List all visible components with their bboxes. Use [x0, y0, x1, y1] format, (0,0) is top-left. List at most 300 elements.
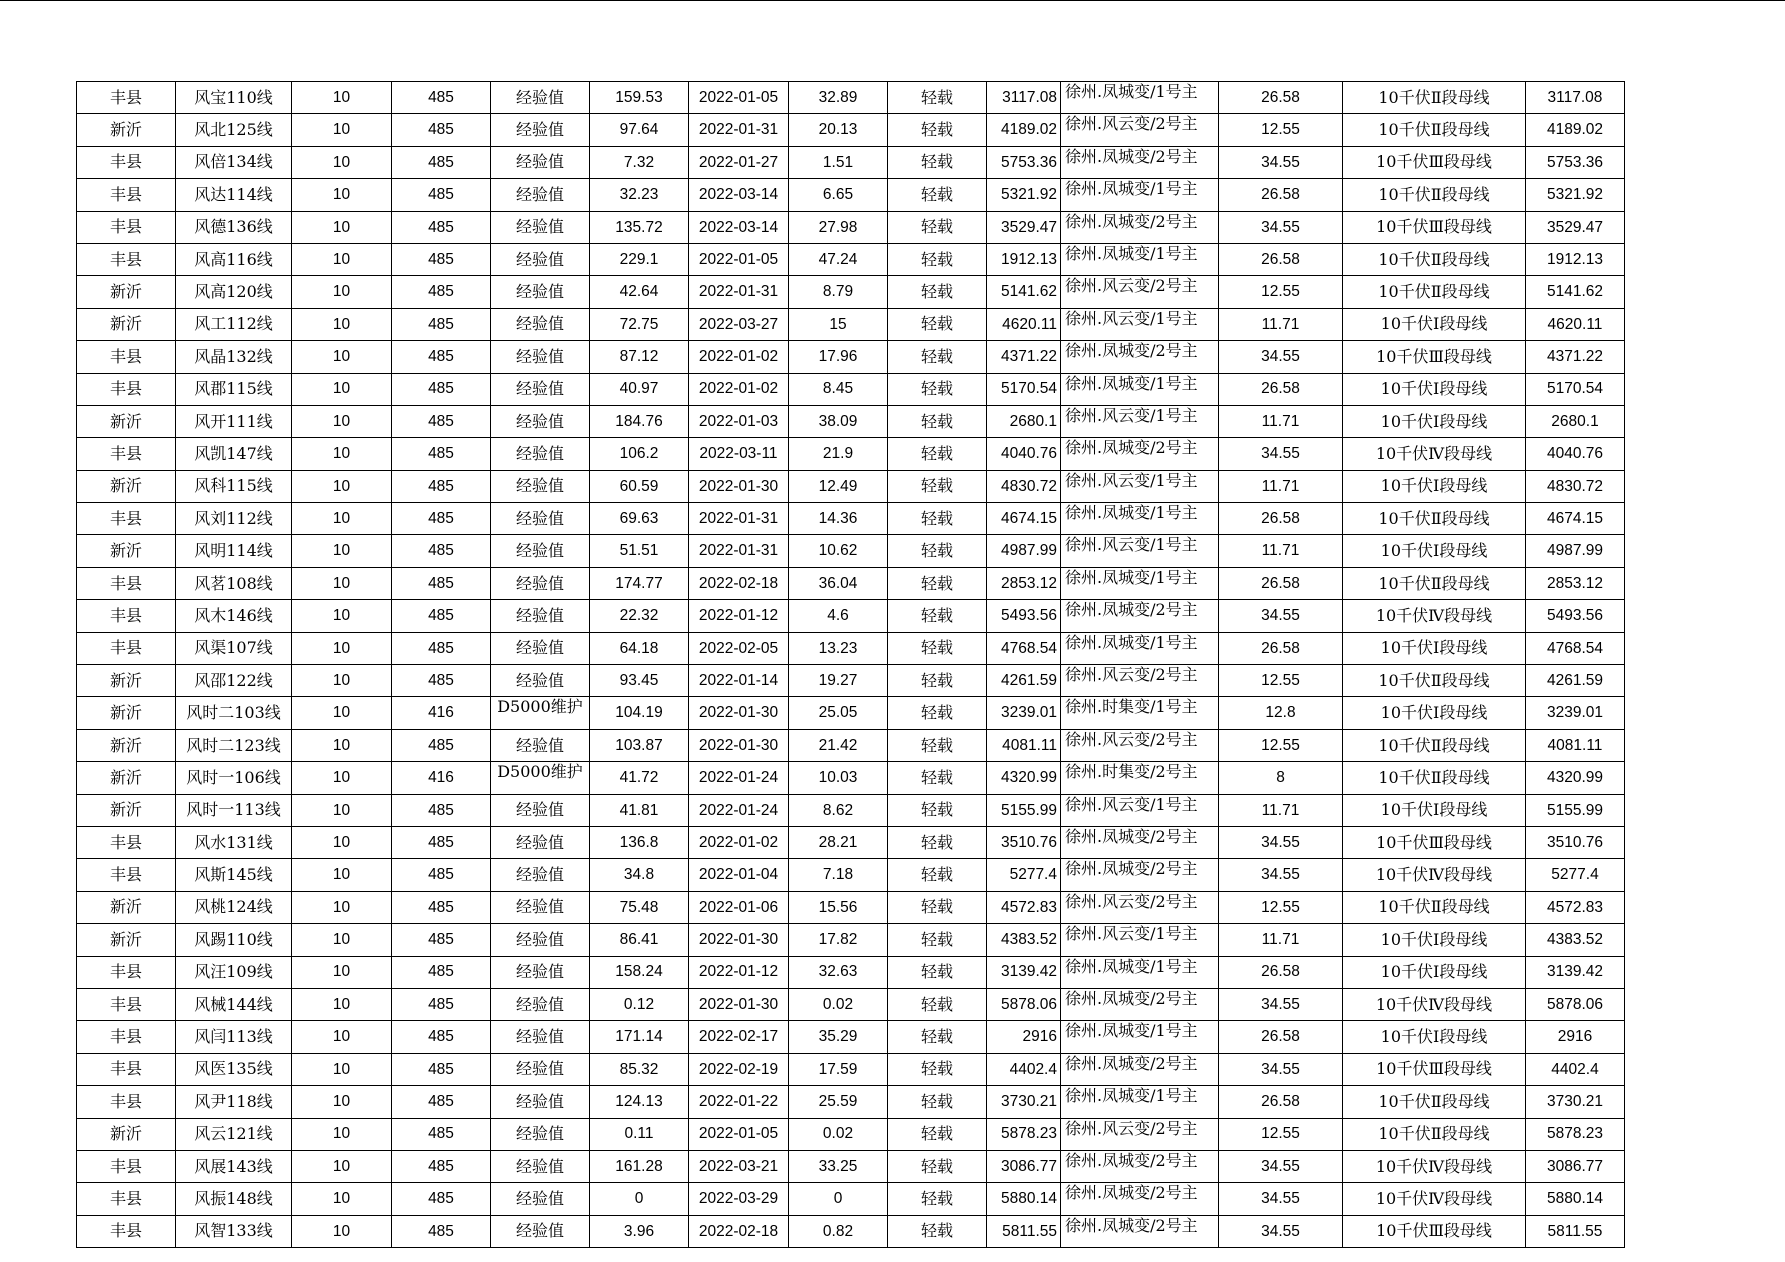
feeder-name-cell: 风高116线: [176, 243, 292, 275]
transformer-rate-cell: 12.55: [1219, 665, 1343, 697]
capacity-cell: 485: [392, 211, 491, 243]
transformer-rate-cell: 11.71: [1219, 924, 1343, 956]
table-row: [77, 826, 1625, 858]
load-rate-cell: 13.23: [789, 632, 888, 664]
county-cell: 丰县: [77, 243, 176, 275]
load-rate-cell: 38.09: [789, 405, 888, 437]
source-cell: 经验值: [491, 665, 590, 697]
transformer-rate-cell: 11.71: [1219, 308, 1343, 340]
transformer-rate-cell: 34.55: [1219, 146, 1343, 178]
load-status-cell: 轻载: [888, 729, 987, 761]
margin-cell: 4371.22: [987, 341, 1061, 373]
margin-cell: 4830.72: [987, 470, 1061, 502]
margin-cell: 5321.92: [987, 179, 1061, 211]
load-value-cell: 124.13: [590, 1086, 689, 1118]
capacity-cell: 485: [392, 794, 491, 826]
load-rate-cell: 10.62: [789, 535, 888, 567]
load-rate-cell: 19.27: [789, 665, 888, 697]
table-row: [77, 243, 1625, 275]
voltage-cell: 10: [292, 891, 392, 923]
source-cell: 经验值: [491, 859, 590, 891]
voltage-cell: 10: [292, 1118, 392, 1150]
margin-cell: 4768.54: [987, 632, 1061, 664]
feeder-name-cell: 风时一113线: [176, 794, 292, 826]
voltage-cell: 10: [292, 988, 392, 1020]
table-row: [77, 988, 1625, 1020]
county-cell: 新沂: [77, 762, 176, 794]
voltage-cell: 10: [292, 82, 392, 114]
margin-cell: 3117.08: [987, 82, 1061, 114]
source-cell: 经验值: [491, 1021, 590, 1053]
transformer-rate-cell: 26.58: [1219, 179, 1343, 211]
busbar-cell: 10千伏Ⅱ段母线: [1343, 114, 1526, 146]
table-row: [77, 697, 1625, 729]
capacity-cell: 485: [392, 567, 491, 599]
transformer-cell: 徐州.凤城变/2号主: [1061, 859, 1219, 891]
county-cell: 新沂: [77, 665, 176, 697]
capacity-cell: 485: [392, 1021, 491, 1053]
margin-cell: 4383.52: [987, 924, 1061, 956]
date-cell: 2022-01-31: [689, 114, 789, 146]
county-cell: 新沂: [77, 276, 176, 308]
voltage-cell: 10: [292, 503, 392, 535]
transformer-rate-cell: 26.58: [1219, 1086, 1343, 1118]
load-status-cell: 轻载: [888, 988, 987, 1020]
available-cell: 5277.4: [1526, 859, 1625, 891]
voltage-cell: 10: [292, 179, 392, 211]
load-value-cell: 42.64: [590, 276, 689, 308]
transformer-rate-cell: 26.58: [1219, 567, 1343, 599]
transformer-cell: 徐州.风云变/2号主: [1061, 1118, 1219, 1150]
feeder-name-cell: 风智133线: [176, 1215, 292, 1247]
capacity-cell: 485: [392, 243, 491, 275]
load-rate-cell: 10.03: [789, 762, 888, 794]
transformer-rate-cell: 8: [1219, 762, 1343, 794]
source-cell: 经验值: [491, 82, 590, 114]
transformer-rate-cell: 26.58: [1219, 1021, 1343, 1053]
transformer-rate-cell: 26.58: [1219, 82, 1343, 114]
load-rate-cell: 8.62: [789, 794, 888, 826]
available-cell: 4674.15: [1526, 503, 1625, 535]
source-cell: 经验值: [491, 503, 590, 535]
available-cell: 4572.83: [1526, 891, 1625, 923]
transformer-cell: 徐州.风云变/2号主: [1061, 276, 1219, 308]
date-cell: 2022-01-31: [689, 503, 789, 535]
busbar-cell: 10千伏Ⅱ段母线: [1343, 179, 1526, 211]
transformer-rate-cell: 11.71: [1219, 470, 1343, 502]
load-value-cell: 229.1: [590, 243, 689, 275]
table-row: [77, 729, 1625, 761]
feeder-name-cell: 风展143线: [176, 1150, 292, 1182]
transformer-cell: 徐州.风云变/2号主: [1061, 729, 1219, 761]
source-cell: 经验值: [491, 1118, 590, 1150]
available-cell: 5141.62: [1526, 276, 1625, 308]
load-rate-cell: 4.6: [789, 600, 888, 632]
voltage-cell: 10: [292, 276, 392, 308]
capacity-cell: 485: [392, 405, 491, 437]
transformer-cell: 徐州.凤城变/1号主: [1061, 567, 1219, 599]
capacity-cell: 485: [392, 373, 491, 405]
county-cell: 丰县: [77, 341, 176, 373]
load-value-cell: 41.81: [590, 794, 689, 826]
load-status-cell: 轻载: [888, 697, 987, 729]
transformer-cell: 徐州.凤城变/1号主: [1061, 1086, 1219, 1118]
available-cell: 4040.76: [1526, 438, 1625, 470]
date-cell: 2022-03-14: [689, 179, 789, 211]
load-rate-cell: 6.65: [789, 179, 888, 211]
voltage-cell: 10: [292, 535, 392, 567]
load-status-cell: 轻载: [888, 82, 987, 114]
transformer-cell: 徐州.凤城变/2号主: [1061, 600, 1219, 632]
available-cell: 4620.11: [1526, 308, 1625, 340]
source-cell: 经验值: [491, 308, 590, 340]
load-value-cell: 22.32: [590, 600, 689, 632]
load-value-cell: 85.32: [590, 1053, 689, 1085]
margin-cell: 2853.12: [987, 567, 1061, 599]
date-cell: 2022-01-30: [689, 470, 789, 502]
margin-cell: 3086.77: [987, 1150, 1061, 1182]
feeder-name-cell: 风斯145线: [176, 859, 292, 891]
load-rate-cell: 15: [789, 308, 888, 340]
transformer-rate-cell: 34.55: [1219, 211, 1343, 243]
county-cell: 新沂: [77, 114, 176, 146]
busbar-cell: 10千伏Ⅱ段母线: [1343, 503, 1526, 535]
load-status-cell: 轻载: [888, 405, 987, 437]
voltage-cell: 10: [292, 1021, 392, 1053]
table-row: [77, 405, 1625, 437]
source-cell: 经验值: [491, 567, 590, 599]
available-cell: 2853.12: [1526, 567, 1625, 599]
table-row: [77, 1053, 1625, 1085]
available-cell: 4189.02: [1526, 114, 1625, 146]
load-rate-cell: 14.36: [789, 503, 888, 535]
source-cell: 经验值: [491, 1086, 590, 1118]
load-status-cell: 轻载: [888, 794, 987, 826]
margin-cell: 3139.42: [987, 956, 1061, 988]
source-cell: 经验值: [491, 373, 590, 405]
voltage-cell: 10: [292, 665, 392, 697]
county-cell: 丰县: [77, 632, 176, 664]
load-rate-cell: 20.13: [789, 114, 888, 146]
date-cell: 2022-02-05: [689, 632, 789, 664]
date-cell: 2022-01-24: [689, 794, 789, 826]
available-cell: 1912.13: [1526, 243, 1625, 275]
county-cell: 丰县: [77, 600, 176, 632]
busbar-cell: 10千伏Ⅳ段母线: [1343, 988, 1526, 1020]
capacity-cell: 485: [392, 1053, 491, 1085]
transformer-rate-cell: 26.58: [1219, 373, 1343, 405]
margin-cell: 1912.13: [987, 243, 1061, 275]
transformer-rate-cell: 34.55: [1219, 1215, 1343, 1247]
source-cell: 经验值: [491, 1215, 590, 1247]
load-value-cell: 3.96: [590, 1215, 689, 1247]
source-cell: 经验值: [491, 632, 590, 664]
load-status-cell: 轻载: [888, 826, 987, 858]
busbar-cell: 10千伏Ⅱ段母线: [1343, 243, 1526, 275]
busbar-cell: 10千伏Ⅳ段母线: [1343, 438, 1526, 470]
load-rate-cell: 47.24: [789, 243, 888, 275]
transformer-rate-cell: 34.55: [1219, 600, 1343, 632]
voltage-cell: 10: [292, 1053, 392, 1085]
county-cell: 丰县: [77, 988, 176, 1020]
page-top-rule: [0, 0, 1785, 1]
load-value-cell: 158.24: [590, 956, 689, 988]
margin-cell: 4320.99: [987, 762, 1061, 794]
capacity-cell: 485: [392, 859, 491, 891]
available-cell: 4081.11: [1526, 729, 1625, 761]
load-rate-cell: 0.02: [789, 988, 888, 1020]
available-cell: 2916: [1526, 1021, 1625, 1053]
table-row: [77, 146, 1625, 178]
voltage-cell: 10: [292, 405, 392, 437]
voltage-cell: 10: [292, 341, 392, 373]
load-value-cell: 106.2: [590, 438, 689, 470]
transformer-cell: 徐州.凤城变/2号主: [1061, 146, 1219, 178]
date-cell: 2022-01-02: [689, 373, 789, 405]
margin-cell: 3529.47: [987, 211, 1061, 243]
available-cell: 4830.72: [1526, 470, 1625, 502]
load-status-cell: 轻载: [888, 535, 987, 567]
available-cell: 3139.42: [1526, 956, 1625, 988]
load-status-cell: 轻载: [888, 1118, 987, 1150]
available-cell: 3239.01: [1526, 697, 1625, 729]
voltage-cell: 10: [292, 438, 392, 470]
county-cell: 丰县: [77, 1183, 176, 1215]
transformer-cell: 徐州.凤城变/2号主: [1061, 988, 1219, 1020]
feeder-name-cell: 风云121线: [176, 1118, 292, 1150]
load-value-cell: 87.12: [590, 341, 689, 373]
county-cell: 新沂: [77, 794, 176, 826]
table-row: [77, 567, 1625, 599]
feeder-name-cell: 风开111线: [176, 405, 292, 437]
date-cell: 2022-02-17: [689, 1021, 789, 1053]
busbar-cell: 10千伏Ⅳ段母线: [1343, 600, 1526, 632]
table-row: [77, 1021, 1625, 1053]
busbar-cell: 10千伏Ⅰ段母线: [1343, 535, 1526, 567]
load-value-cell: 136.8: [590, 826, 689, 858]
margin-cell: 2680.1: [987, 405, 1061, 437]
table-row: [77, 859, 1625, 891]
source-cell: 经验值: [491, 988, 590, 1020]
feeder-name-cell: 风振148线: [176, 1183, 292, 1215]
load-rate-cell: 32.63: [789, 956, 888, 988]
load-status-cell: 轻载: [888, 1053, 987, 1085]
source-cell: 经验值: [491, 826, 590, 858]
busbar-cell: 10千伏Ⅲ段母线: [1343, 826, 1526, 858]
table-row: [77, 114, 1625, 146]
voltage-cell: 10: [292, 1086, 392, 1118]
load-status-cell: 轻载: [888, 470, 987, 502]
voltage-cell: 10: [292, 1215, 392, 1247]
load-value-cell: 161.28: [590, 1150, 689, 1182]
load-rate-cell: 27.98: [789, 211, 888, 243]
feeder-name-cell: 风德136线: [176, 211, 292, 243]
voltage-cell: 10: [292, 1150, 392, 1182]
available-cell: 3529.47: [1526, 211, 1625, 243]
voltage-cell: 10: [292, 762, 392, 794]
voltage-cell: 10: [292, 697, 392, 729]
capacity-cell: 485: [392, 438, 491, 470]
date-cell: 2022-01-14: [689, 665, 789, 697]
load-status-cell: 轻载: [888, 956, 987, 988]
load-rate-cell: 35.29: [789, 1021, 888, 1053]
transformer-rate-cell: 11.71: [1219, 794, 1343, 826]
load-status-cell: 轻载: [888, 665, 987, 697]
county-cell: 新沂: [77, 308, 176, 340]
date-cell: 2022-03-29: [689, 1183, 789, 1215]
available-cell: 4383.52: [1526, 924, 1625, 956]
capacity-cell: 485: [392, 826, 491, 858]
table-row: [77, 470, 1625, 502]
busbar-cell: 10千伏Ⅰ段母线: [1343, 924, 1526, 956]
voltage-cell: 10: [292, 243, 392, 275]
date-cell: 2022-01-12: [689, 600, 789, 632]
busbar-cell: 10千伏Ⅰ段母线: [1343, 373, 1526, 405]
date-cell: 2022-01-12: [689, 956, 789, 988]
load-rate-cell: 21.42: [789, 729, 888, 761]
busbar-cell: 10千伏Ⅱ段母线: [1343, 891, 1526, 923]
transformer-cell: 徐州.凤城变/1号主: [1061, 956, 1219, 988]
busbar-cell: 10千伏Ⅱ段母线: [1343, 665, 1526, 697]
busbar-cell: 10千伏Ⅲ段母线: [1343, 341, 1526, 373]
busbar-cell: 10千伏Ⅱ段母线: [1343, 1118, 1526, 1150]
date-cell: 2022-01-27: [689, 146, 789, 178]
load-value-cell: 103.87: [590, 729, 689, 761]
county-cell: 新沂: [77, 729, 176, 761]
date-cell: 2022-01-02: [689, 341, 789, 373]
feeder-name-cell: 风械144线: [176, 988, 292, 1020]
date-cell: 2022-03-14: [689, 211, 789, 243]
capacity-cell: 485: [392, 1215, 491, 1247]
busbar-cell: 10千伏Ⅳ段母线: [1343, 1183, 1526, 1215]
source-cell: 经验值: [491, 179, 590, 211]
feeder-name-cell: 风宝110线: [176, 82, 292, 114]
capacity-cell: 485: [392, 600, 491, 632]
feeder-name-cell: 风达114线: [176, 179, 292, 211]
source-cell: 经验值: [491, 891, 590, 923]
load-value-cell: 171.14: [590, 1021, 689, 1053]
source-cell: 经验值: [491, 114, 590, 146]
source-cell: 经验值: [491, 405, 590, 437]
transformer-rate-cell: 26.58: [1219, 956, 1343, 988]
margin-cell: 4081.11: [987, 729, 1061, 761]
busbar-cell: 10千伏Ⅰ段母线: [1343, 632, 1526, 664]
source-cell: 经验值: [491, 341, 590, 373]
margin-cell: 4572.83: [987, 891, 1061, 923]
county-cell: 新沂: [77, 891, 176, 923]
county-cell: 丰县: [77, 146, 176, 178]
feeder-name-cell: 风时二103线: [176, 697, 292, 729]
load-status-cell: 轻载: [888, 114, 987, 146]
busbar-cell: 10千伏Ⅲ段母线: [1343, 211, 1526, 243]
available-cell: 2680.1: [1526, 405, 1625, 437]
voltage-cell: 10: [292, 567, 392, 599]
date-cell: 2022-01-30: [689, 697, 789, 729]
feeder-name-cell: 风桃124线: [176, 891, 292, 923]
load-status-cell: 轻载: [888, 243, 987, 275]
load-rate-cell: 21.9: [789, 438, 888, 470]
table-row: [77, 438, 1625, 470]
transformer-cell: 徐州.风云变/2号主: [1061, 114, 1219, 146]
busbar-cell: 10千伏Ⅲ段母线: [1343, 1053, 1526, 1085]
transformer-cell: 徐州.风云变/2号主: [1061, 665, 1219, 697]
available-cell: 4768.54: [1526, 632, 1625, 664]
margin-cell: 4620.11: [987, 308, 1061, 340]
date-cell: 2022-01-05: [689, 1118, 789, 1150]
date-cell: 2022-01-06: [689, 891, 789, 923]
transformer-cell: 徐州.凤城变/2号主: [1061, 341, 1219, 373]
county-cell: 丰县: [77, 956, 176, 988]
county-cell: 丰县: [77, 859, 176, 891]
date-cell: 2022-01-03: [689, 405, 789, 437]
feeder-name-cell: 风医135线: [176, 1053, 292, 1085]
load-value-cell: 51.51: [590, 535, 689, 567]
transformer-rate-cell: 34.55: [1219, 438, 1343, 470]
load-rate-cell: 25.05: [789, 697, 888, 729]
date-cell: 2022-01-05: [689, 82, 789, 114]
county-cell: 丰县: [77, 826, 176, 858]
voltage-cell: 10: [292, 308, 392, 340]
county-cell: 丰县: [77, 1021, 176, 1053]
source-cell: 经验值: [491, 1183, 590, 1215]
feeder-name-cell: 风时二123线: [176, 729, 292, 761]
date-cell: 2022-01-02: [689, 826, 789, 858]
feeder-name-cell: 风时一106线: [176, 762, 292, 794]
busbar-cell: 10千伏Ⅱ段母线: [1343, 1086, 1526, 1118]
capacity-cell: 416: [392, 762, 491, 794]
busbar-cell: 10千伏Ⅰ段母线: [1343, 956, 1526, 988]
date-cell: 2022-03-21: [689, 1150, 789, 1182]
transformer-rate-cell: 12.55: [1219, 891, 1343, 923]
date-cell: 2022-03-11: [689, 438, 789, 470]
capacity-cell: 485: [392, 1118, 491, 1150]
source-cell: 经验值: [491, 1150, 590, 1182]
load-status-cell: 轻载: [888, 1150, 987, 1182]
margin-cell: 5493.56: [987, 600, 1061, 632]
feeder-name-cell: 风高120线: [176, 276, 292, 308]
busbar-cell: 10千伏Ⅱ段母线: [1343, 276, 1526, 308]
busbar-cell: 10千伏Ⅳ段母线: [1343, 1150, 1526, 1182]
margin-cell: 5753.36: [987, 146, 1061, 178]
busbar-cell: 10千伏Ⅰ段母线: [1343, 697, 1526, 729]
county-cell: 丰县: [77, 211, 176, 243]
voltage-cell: 10: [292, 859, 392, 891]
feeder-name-cell: 风木146线: [176, 600, 292, 632]
transformer-rate-cell: 34.55: [1219, 826, 1343, 858]
county-cell: 丰县: [77, 1086, 176, 1118]
date-cell: 2022-01-22: [689, 1086, 789, 1118]
feeder-name-cell: 风工112线: [176, 308, 292, 340]
capacity-cell: 485: [392, 988, 491, 1020]
county-cell: 丰县: [77, 179, 176, 211]
transformer-cell: 徐州.凤城变/1号主: [1061, 503, 1219, 535]
source-cell: 经验值: [491, 438, 590, 470]
load-rate-cell: 17.96: [789, 341, 888, 373]
capacity-cell: 485: [392, 470, 491, 502]
load-rate-cell: 0.02: [789, 1118, 888, 1150]
table-row: [77, 956, 1625, 988]
capacity-cell: 485: [392, 1086, 491, 1118]
feeder-load-table: [76, 81, 1625, 1248]
feeder-name-cell: 风邵122线: [176, 665, 292, 697]
transformer-rate-cell: 26.58: [1219, 503, 1343, 535]
date-cell: 2022-01-24: [689, 762, 789, 794]
transformer-rate-cell: 34.55: [1219, 341, 1343, 373]
feeder-name-cell: 风倍134线: [176, 146, 292, 178]
source-cell: 经验值: [491, 956, 590, 988]
load-value-cell: 72.75: [590, 308, 689, 340]
voltage-cell: 10: [292, 600, 392, 632]
